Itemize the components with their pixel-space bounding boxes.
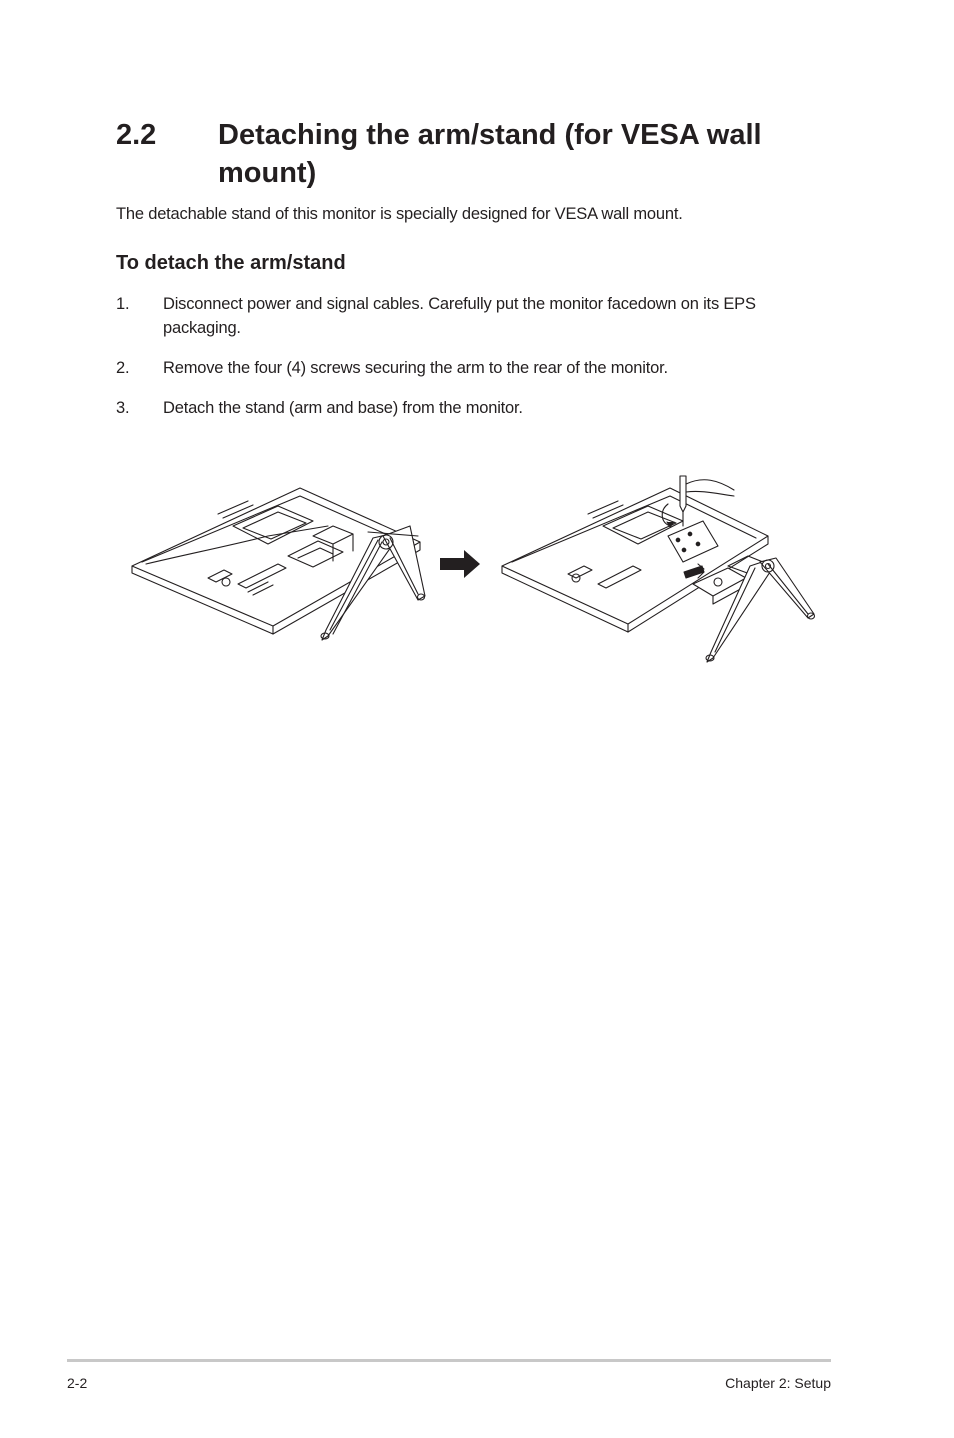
- detach-stand-illustration: [128, 466, 828, 671]
- step-number: 1.: [116, 295, 130, 313]
- steps-list: [116, 292, 831, 436]
- step-text: Disconnect power and signal cables. Carefully put the monitor facedown on its EPS packaging.: [163, 295, 756, 337]
- step-text: Detach the stand (arm and base) from the monitor.: [163, 399, 523, 417]
- right-arrow-icon: [440, 550, 480, 578]
- section-title: Detaching the arm/stand (for VESA wall mount): [218, 119, 762, 189]
- step-item: [116, 396, 831, 420]
- chapter-label: Chapter 2: Setup: [725, 1375, 831, 1391]
- procedure-heading: To detach the arm/stand: [116, 252, 346, 274]
- step-number: 2.: [116, 359, 130, 377]
- page-number: 2-2: [67, 1375, 88, 1391]
- footer-rule: [67, 1359, 831, 1362]
- intro-text: The detachable stand of this monitor is specially designed for VESA wall mount.: [116, 205, 683, 223]
- section-heading: [116, 116, 836, 192]
- step-item: [116, 356, 831, 380]
- step-number: 3.: [116, 399, 130, 417]
- section-number: 2.2: [116, 119, 157, 151]
- step-item: [116, 292, 831, 340]
- monitor-stand-detached: [502, 476, 815, 662]
- monitor-with-stand: [132, 488, 425, 640]
- step-text: Remove the four (4) screws securing the arm to the rear of the monitor.: [163, 359, 668, 377]
